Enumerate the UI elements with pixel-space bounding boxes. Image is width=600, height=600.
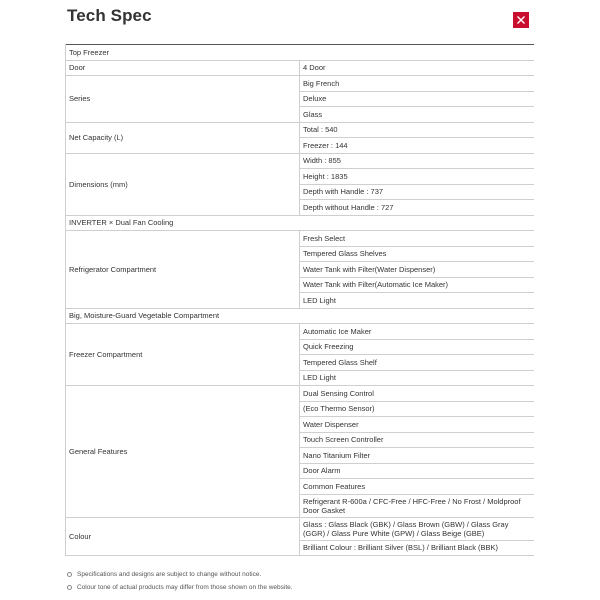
row-value: (Eco Thermo Sensor) [300, 401, 534, 417]
table-row [66, 324, 534, 340]
row-value: LED Light [300, 293, 534, 309]
row-label: Dimensions (mm) [66, 153, 300, 215]
table-row [66, 386, 534, 402]
close-icon [516, 15, 526, 25]
row-value: Freezer : 144 [300, 138, 534, 154]
section-label: Top Freezer [66, 45, 534, 61]
row-value: Fresh Select [300, 231, 534, 247]
bullet-icon [67, 572, 72, 577]
row-label: General Features [66, 386, 300, 518]
row-label: Series [66, 76, 300, 123]
note-item [67, 581, 537, 594]
row-value: Common Features [300, 479, 534, 495]
row-value: Brilliant Colour : Brilliant Silver (BSL) / Brilliant Black (BBK) [300, 540, 534, 556]
row-value: Door Alarm [300, 463, 534, 479]
row-value: Total : 540 [300, 122, 534, 138]
row-value: Glass : Glass Black (GBK) / Glass Brown (GBW) / Glass Gray (GGR) / Glass Pure White (GPW) / Glass Beige (GBE) [300, 517, 534, 540]
disclaimer-notes [67, 568, 537, 594]
row-value: Depth with Handle : 737 [300, 184, 534, 200]
row-value: Water Tank with Filter(Automatic Ice Maker) [300, 277, 534, 293]
table-row [66, 231, 534, 247]
row-value: LED Light [300, 370, 534, 386]
row-value: Tempered Glass Shelves [300, 246, 534, 262]
table-row [66, 76, 534, 92]
row-value: Dual Sensing Control [300, 386, 534, 402]
row-value: Touch Screen Controller [300, 432, 534, 448]
row-value: Deluxe [300, 91, 534, 107]
table-row [66, 308, 534, 324]
table-row [66, 517, 534, 540]
row-value: Water Dispenser [300, 417, 534, 433]
row-label: Net Capacity (L) [66, 122, 300, 153]
row-value: Nano Titanium Filter [300, 448, 534, 464]
table-row [66, 45, 534, 61]
row-label: Colour [66, 517, 300, 556]
note-text: Colour tone of actual products may differ from those shown on the website. [77, 584, 293, 591]
row-value: 4 Door [300, 60, 534, 76]
bullet-icon [67, 585, 72, 590]
row-value: Height : 1835 [300, 169, 534, 185]
note-text: Specifications and designs are subject to change without notice. [77, 571, 262, 578]
row-value: Refrigerant R-600a / CFC-Free / HFC-Free / No Frost / Moldproof Door Gasket [300, 494, 534, 517]
row-value: Quick Freezing [300, 339, 534, 355]
row-label: Refrigerator Compartment [66, 231, 300, 309]
table-row [66, 153, 534, 169]
close-button[interactable] [513, 12, 529, 28]
section-label: INVERTER × Dual Fan Cooling [66, 215, 534, 231]
table-row [66, 215, 534, 231]
row-value: Width : 855 [300, 153, 534, 169]
row-value: Water Tank with Filter(Water Dispenser) [300, 262, 534, 278]
table-row [66, 122, 534, 138]
page-title: Tech Spec [67, 6, 152, 25]
table-row [66, 60, 534, 76]
row-value: Depth without Handle : 727 [300, 200, 534, 216]
row-value: Tempered Glass Shelf [300, 355, 534, 371]
note-item [67, 568, 537, 581]
row-label: Door [66, 60, 300, 76]
row-label: Freezer Compartment [66, 324, 300, 386]
row-value: Big French [300, 76, 534, 92]
spec-table [65, 44, 534, 556]
section-label: Big, Moisture-Guard Vegetable Compartment [66, 308, 534, 324]
row-value: Glass [300, 107, 534, 123]
row-value: Automatic Ice Maker [300, 324, 534, 340]
